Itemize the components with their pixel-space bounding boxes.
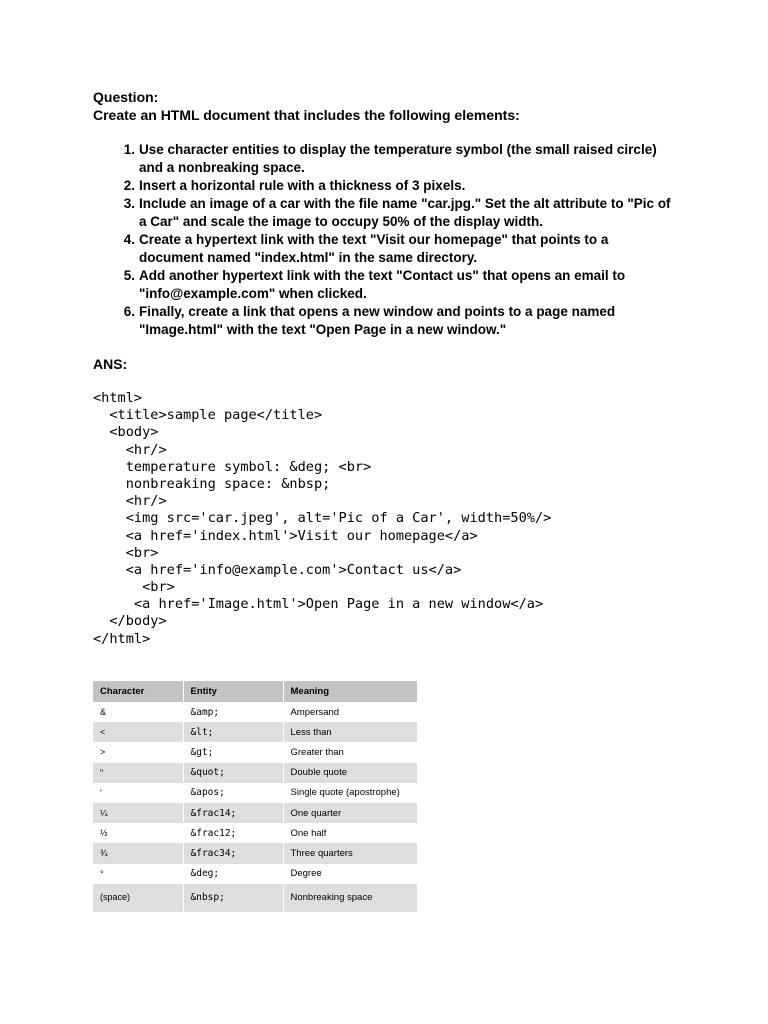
code-line: </body> <box>93 613 167 630</box>
code-line: <body> <box>93 424 159 441</box>
meaning-cell: One quarter <box>283 803 417 823</box>
task-item-2 <box>93 177 673 195</box>
task-text: Add another hypertext link with the text "Contact us" that opens an email to "info@example.com" when clicked. <box>139 268 626 301</box>
meaning-cell: Nonbreaking space <box>283 884 417 912</box>
task-number: 5. <box>123 268 135 283</box>
entity-cell: &frac34; <box>183 843 283 863</box>
code-line: <a href='info@example.com'>Contact us</a> <box>93 561 462 578</box>
code-line: <a href='index.html'>Visit our homepage</a> <box>93 527 478 544</box>
table-row <box>93 722 417 742</box>
character-cell: ½ <box>93 823 183 843</box>
table-row <box>93 843 417 863</box>
code-line: <hr/> <box>93 493 167 510</box>
code-line: <html> <box>93 390 143 406</box>
table-header-row <box>93 681 417 702</box>
task-number: 6. <box>123 304 135 319</box>
character-cell: " <box>93 763 183 783</box>
meaning-cell: Three quarters <box>283 843 417 863</box>
code-block <box>93 390 551 648</box>
table-row <box>93 763 417 783</box>
entity-cell: &frac12; <box>183 823 283 843</box>
meaning-cell: Greater than <box>290 746 344 758</box>
column-header-character: Character <box>93 681 183 702</box>
task-text: Insert a horizontal rule with a thickness of 3 pixels. <box>139 178 466 193</box>
table-row <box>93 884 417 912</box>
meaning-cell: Single quote (apostrophe) <box>290 787 400 799</box>
entity-cell: &frac14; <box>183 803 283 823</box>
entity-table <box>93 681 417 912</box>
meaning-cell: Double quote <box>283 763 417 783</box>
table-row <box>93 823 417 843</box>
entity-cell: &quot; <box>183 763 283 783</box>
task-item-3 <box>93 195 673 231</box>
character-cell: (space) <box>93 884 183 912</box>
column-header-entity: Entity <box>183 681 283 702</box>
task-text: Use character entities to display the temperature symbol (the small raised circle) and a nonbreaking space. <box>139 142 657 175</box>
question-intro: Create an HTML document that includes the following elements: <box>93 107 520 123</box>
table-row <box>93 702 417 722</box>
task-item-1 <box>93 141 673 177</box>
character-cell: ¼ <box>93 803 183 823</box>
character-cell: > <box>93 742 183 762</box>
task-number: 4. <box>123 232 135 247</box>
table-row <box>93 864 417 884</box>
code-line: <img src='car.jpeg', alt='Pic of a Car', width=50%/> <box>93 510 552 527</box>
character-cell: & <box>93 702 183 722</box>
meaning-cell: Less than <box>283 722 417 742</box>
column-header-meaning: Meaning <box>283 681 417 702</box>
code-line: <a href='Image.html'>Open Page in a new window</a> <box>93 596 544 613</box>
meaning-cell: One half <box>290 827 327 839</box>
task-text: Finally, create a link that opens a new window and points to a page named "Image.html" with the text "Open Page in a new window." <box>139 304 616 337</box>
task-number: 1. <box>123 142 135 157</box>
entity-cell: &apos; <box>183 783 283 803</box>
answer-heading: ANS: <box>93 356 128 372</box>
entity-cell: &deg; <box>183 864 283 884</box>
entity-cell: &amp; <box>183 702 283 722</box>
code-line: temperature symbol: &deg; <br> <box>93 458 372 475</box>
entity-cell: &lt; <box>183 722 283 742</box>
task-item-5 <box>93 267 673 303</box>
task-number: 2. <box>123 178 135 193</box>
task-number: 3. <box>123 196 135 211</box>
table-row <box>93 783 417 803</box>
task-item-4 <box>93 231 673 267</box>
code-line: <hr/> <box>93 441 167 458</box>
task-list <box>93 141 673 339</box>
entity-cell: &gt; <box>183 742 283 762</box>
code-line: nonbreaking space: &nbsp; <box>93 475 331 492</box>
entity-cell: &nbsp; <box>183 884 283 912</box>
character-cell: < <box>93 722 183 742</box>
code-line: <title>sample page</title> <box>93 407 323 424</box>
character-cell: ¾ <box>93 843 183 863</box>
table-row <box>93 803 417 823</box>
character-cell: ° <box>93 864 183 884</box>
task-item-6 <box>93 303 673 339</box>
meaning-cell: Degree <box>290 868 322 880</box>
meaning-cell: Ampersand <box>290 706 340 718</box>
table-row <box>93 742 417 762</box>
code-line: </html> <box>93 630 151 647</box>
character-cell: ' <box>93 783 183 803</box>
task-text: Include an image of a car with the file name "car.jpg." Set the alt attribute to "Pic of a Car" and scale the image to occupy 50% of the display width. <box>139 196 671 229</box>
code-line: <br> <box>93 544 159 561</box>
code-line: <br> <box>93 579 175 596</box>
task-text: Create a hypertext link with the text "Visit our homepage" that points to a document named "index.html" in the same directory. <box>139 232 609 265</box>
question-heading: Question: <box>93 89 159 105</box>
